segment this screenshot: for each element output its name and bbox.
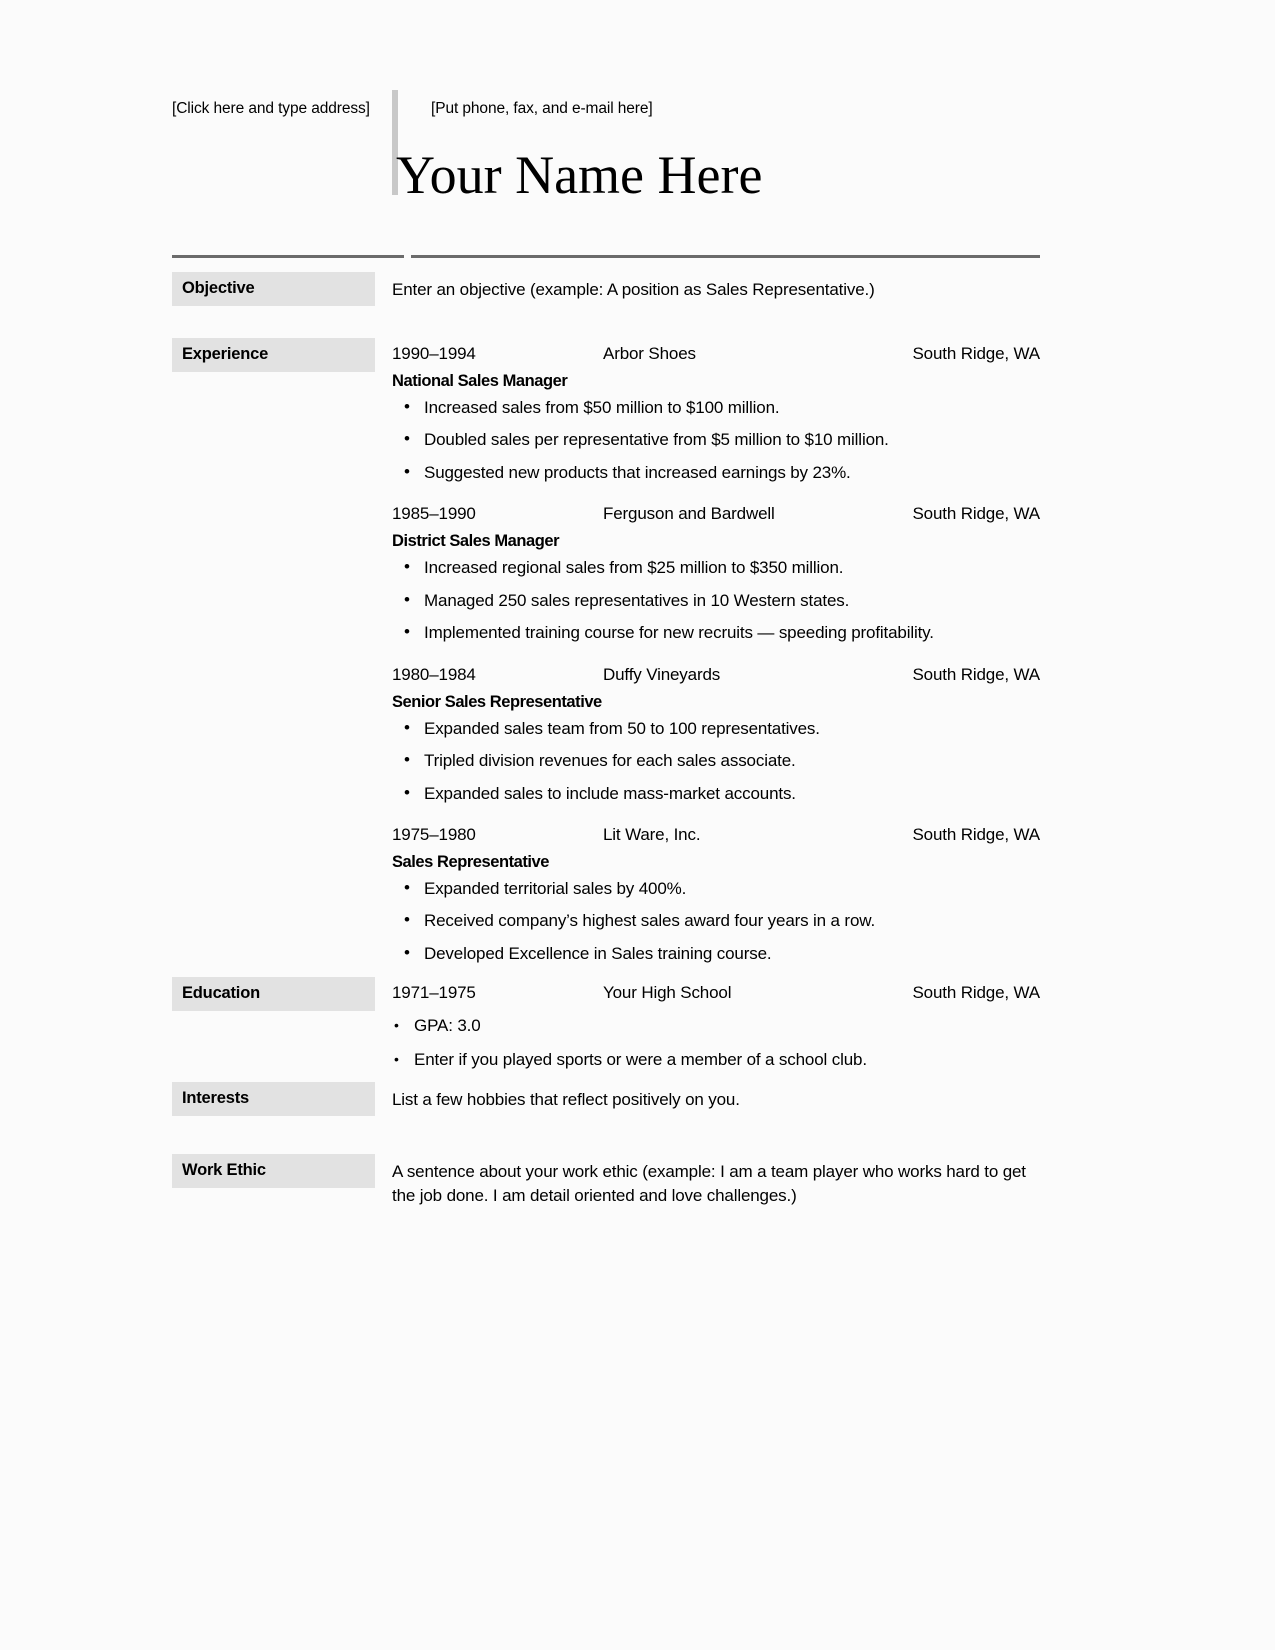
interests-content — [392, 1082, 1040, 1111]
list-item: • Tripled division revenues for each sales associate. — [392, 750, 1040, 772]
education-label-col — [172, 977, 375, 1011]
entry-header — [392, 825, 1040, 851]
section-label-objective: Objective — [172, 272, 375, 306]
address-placeholder[interactable]: [Click here and type address] — [172, 100, 370, 117]
list-item: • Expanded territorial sales by 400%. — [392, 878, 1040, 900]
work-ethic-label-col — [172, 1154, 375, 1188]
list-item: • Managed 250 sales representatives in 10 Western states. — [392, 590, 1040, 612]
entry-location: South Ridge, WA — [912, 824, 1040, 844]
entry-job-title: National Sales Manager — [392, 372, 568, 390]
list-item: • Received company’s highest sales award four years in a row. — [392, 910, 1040, 932]
experience-entry — [392, 665, 1040, 805]
entry-header — [392, 344, 1040, 370]
list-item: • GPA: 3.0 — [392, 1015, 1040, 1037]
section-interests — [172, 1082, 1040, 1146]
entry-organization: Duffy Vineyards — [603, 664, 721, 684]
entry-bullet-list — [392, 397, 1040, 484]
resume-body — [172, 272, 1040, 1207]
section-label-education: Education — [172, 977, 375, 1011]
education-location: South Ridge, WA — [912, 983, 1040, 1003]
experience-content — [392, 338, 1040, 965]
entry-bullet-list — [392, 557, 1040, 644]
objective-label-col — [172, 272, 375, 306]
work-ethic-text[interactable]: A sentence about your work ethic (example: I am a team player who works hard to get the job done. I am detail oriented and love challenges.) — [392, 1162, 1026, 1205]
entry-dates: 1975–1980 — [392, 824, 476, 844]
header-rule-right — [411, 255, 1040, 258]
entry-organization: Ferguson and Bardwell — [603, 504, 775, 524]
education-dates: 1971–1975 — [392, 983, 476, 1003]
interests-label-col — [172, 1082, 375, 1116]
experience-entry — [392, 504, 1040, 644]
section-label-interests: Interests — [172, 1082, 375, 1116]
list-item: • Enter if you played sports or were a member of a school club. — [392, 1049, 1040, 1071]
contact-placeholder[interactable]: [Put phone, fax, and e-mail here] — [431, 100, 653, 117]
page-title[interactable]: Your Name Here — [396, 145, 763, 205]
objective-text[interactable]: Enter an objective (example: A position as Sales Representative.) — [392, 280, 875, 299]
list-item: • Doubled sales per representative from $5 million to $10 million. — [392, 429, 1040, 451]
section-experience — [172, 338, 1040, 965]
list-item: • Increased regional sales from $25 million to $350 million. — [392, 557, 1040, 579]
section-work-ethic — [172, 1154, 1040, 1207]
entry-location: South Ridge, WA — [912, 504, 1040, 524]
entry-job-title: Senior Sales Representative — [392, 692, 602, 711]
entry-dates: 1980–1984 — [392, 664, 476, 684]
entry-bullet-list — [392, 878, 1040, 965]
entry-header — [392, 665, 1040, 691]
entry-header — [392, 504, 1040, 530]
entry-bullet-list — [392, 718, 1040, 805]
experience-entry — [392, 825, 1040, 965]
section-label-work-ethic: Work Ethic — [172, 1154, 375, 1188]
entry-job-title: Sales Representative — [392, 852, 550, 871]
section-objective — [172, 272, 1040, 338]
experience-entry — [392, 344, 1040, 484]
list-item: • Increased sales from $50 million to $100 million. — [392, 397, 1040, 419]
entry-location: South Ridge, WA — [912, 664, 1040, 684]
entry-organization: Arbor Shoes — [603, 344, 696, 363]
education-header — [392, 983, 1040, 1009]
list-item: • Expanded sales to include mass-market accounts. — [392, 783, 1040, 805]
education-content — [392, 977, 1040, 1071]
list-item: • Suggested new products that increased earnings by 23%. — [392, 462, 1040, 484]
header-rule — [172, 255, 1040, 258]
entry-location: South Ridge, WA — [912, 344, 1040, 363]
entry-organization: Lit Ware, Inc. — [603, 824, 701, 844]
work-ethic-content — [392, 1154, 1040, 1207]
entry-dates: 1985–1990 — [392, 504, 476, 524]
education-bullet-list — [392, 1015, 1040, 1071]
contact-row — [172, 88, 1040, 134]
entry-dates: 1990–1994 — [392, 344, 476, 363]
section-education — [172, 977, 1040, 1071]
objective-content — [392, 272, 1040, 301]
interests-text[interactable]: List a few hobbies that reflect positively on you. — [392, 1090, 740, 1110]
experience-label-col — [172, 338, 375, 372]
education-organization: Your High School — [603, 983, 732, 1003]
list-item: • Implemented training course for new recruits — speeding profitability. — [392, 622, 1040, 644]
list-item: • Developed Excellence in Sales training course. — [392, 943, 1040, 965]
header-rule-left — [172, 255, 404, 258]
list-item: • Expanded sales team from 50 to 100 representatives. — [392, 718, 1040, 740]
section-label-experience: Experience — [172, 338, 375, 372]
entry-job-title: District Sales Manager — [392, 532, 560, 551]
resume-header — [172, 88, 1040, 228]
